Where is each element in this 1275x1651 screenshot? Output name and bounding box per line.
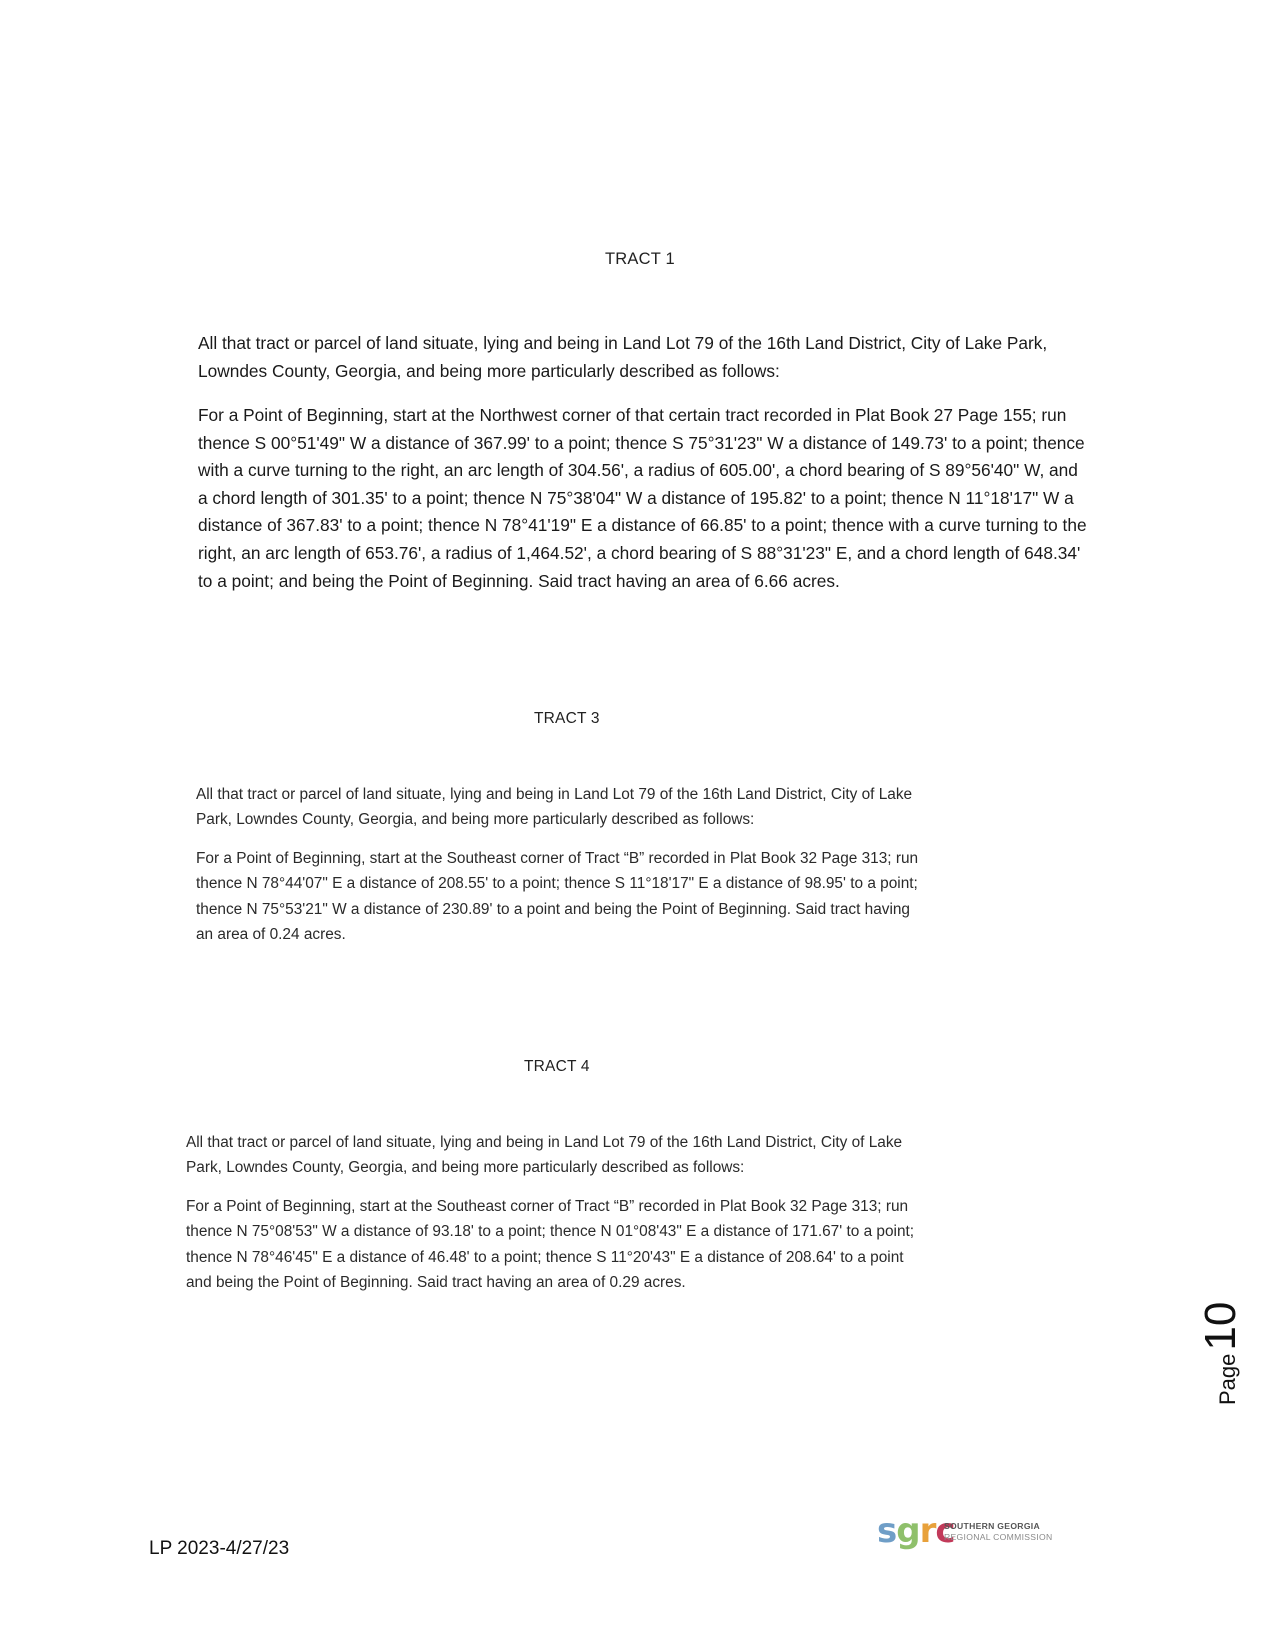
tract-3-title: TRACT 3 bbox=[534, 710, 600, 727]
tract-3-description: For a Point of Beginning, start at the Southeast corner of Tract “B” recorded in Plat Book 32 Page 313; run thence N 78°44'07" E a distance of 208.55' to a point; thence S 11°18'17" E a distance of 98.95' to a point; thence N 75°53'21" W a distance of 230.89' to a point and being the Point of Beginning. Said tract having an area of 0.24 acres. bbox=[196, 850, 919, 944]
document-id: LP 2023-4/27/23 bbox=[149, 1538, 290, 1559]
tract-1-intro: All that tract or parcel of land situate, lying and being in Land Lot 79 of the 16th Land District, City of Lake Park, Lowndes County, Georgia, and being more particularly described as follows: bbox=[198, 333, 1048, 381]
tract-4-title: TRACT 4 bbox=[524, 1058, 590, 1075]
logo-letter-s: s bbox=[877, 1511, 897, 1551]
page-number-label bbox=[1196, 1302, 1246, 1405]
logo-line-2: REGIONAL COMMISSION bbox=[944, 1532, 1053, 1542]
logo-line-1: SOUTHERN GEORGIA bbox=[944, 1521, 1040, 1531]
sgrc-wordmark-icon bbox=[877, 1510, 955, 1556]
tract-1-description: For a Point of Beginning, start at the Northwest corner of that certain tract recorded in Plat Book 27 Page 155; run thence S 00°51'49" W a distance of 367.99' to a point; thence S 75°31'23" W a distance of 149.73' to a point; thence with a curve turning to the right, an arc length of 304.56', a radius of 605.00', a chord bearing of S 89°56'40" W, and a chord length of 301.35' to a point; thence N 75°38'04" W a distance of 195.82' to a point; thence N 11°18'17" W a distance of 367.83' to a point; thence N 78°41'19" E a distance of 66.85' to a point; thence with a curve turning to the right, an arc length of 653.76', a radius of 1,464.52', a chord bearing of S 88°31'23" E, and a chord length of 648.34' to a point; and being the Point of Beginning. Said tract having an area of 6.66 acres. bbox=[198, 405, 1087, 591]
logo-letter-c: c bbox=[935, 1511, 955, 1551]
tract-3-intro: All that tract or parcel of land situate, lying and being in Land Lot 79 of the 16th Land District, City of Lake Park, Lowndes County, Georgia, and being more particularly described as follows: bbox=[196, 786, 913, 829]
page-number: 10 bbox=[1196, 1301, 1245, 1351]
tract-4-description: For a Point of Beginning, start at the Southeast corner of Tract “B” recorded in Plat Book 32 Page 313; run thence N 75°08'53" W a distance of 93.18' to a point; thence N 01°08'43" E a distance of 171.67' to a point; thence N 78°46'45" E a distance of 46.48' to a point; thence S 11°20'43" E a distance of 208.64' to a point and being the Point of Beginning. Said tract having an area of 0.29 acres. bbox=[186, 1198, 915, 1292]
logo-letter-r: r bbox=[919, 1511, 936, 1551]
tract-1-title: TRACT 1 bbox=[605, 250, 675, 268]
svg-text:sgrc bbox=[877, 1511, 955, 1551]
tract-4-intro: All that tract or parcel of land situate, lying and being in Land Lot 79 of the 16th Land District, City of Lake Park, Lowndes County, Georgia, and being more particularly described as follows: bbox=[186, 1134, 903, 1177]
logo-letter-g: g bbox=[896, 1511, 920, 1551]
sgrc-logo bbox=[877, 1510, 1077, 1556]
page-word: Page bbox=[1215, 1353, 1240, 1405]
